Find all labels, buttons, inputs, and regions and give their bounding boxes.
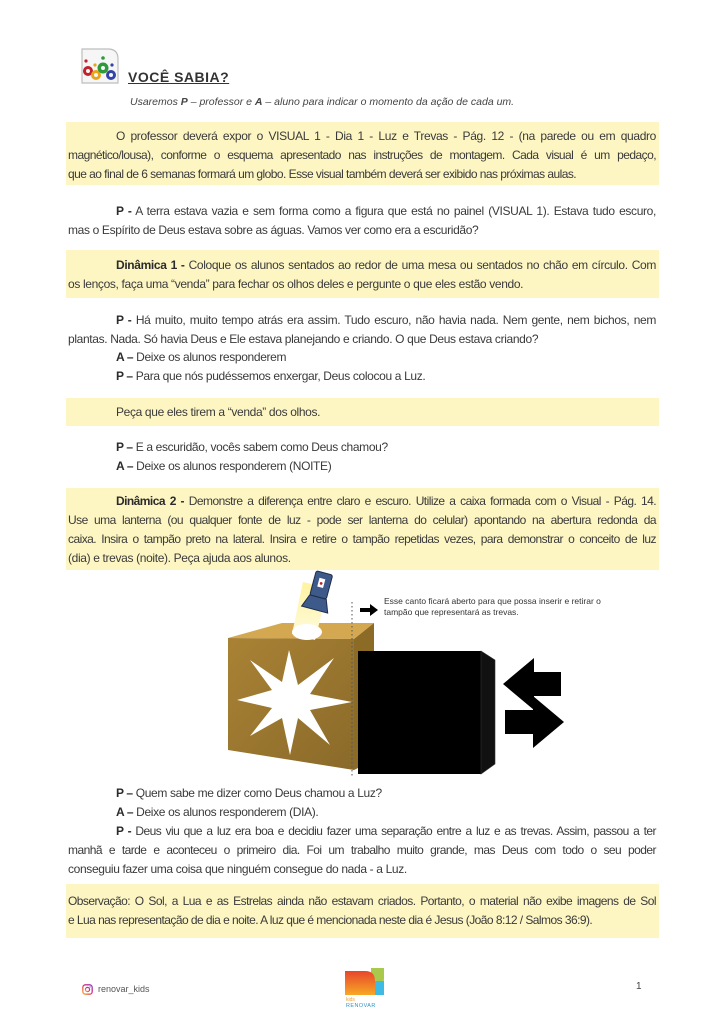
venda-instruction: Peça que eles tirem a “venda” dos olhos. [116, 405, 321, 419]
intro-line-1: O professor deverá expor o VISUAL 1 - Dia 1 - Luz e Trevas - Pág. 12 - (na parede ou em quadro [116, 129, 656, 143]
dinamica-2-line-2: Use uma lanterna (ou qualquer fonte de luz - pode ser lanterna do celular) apontando na abertura redonda da [68, 513, 656, 527]
dinamica-2-line-4: (dia) e trevas (noite). Peça ajuda aos alunos. [68, 551, 291, 565]
professor-line-5: P – Quem sabe me dizer como Deus chamou a Luz? [116, 786, 382, 800]
renovar-kids-logo [343, 965, 389, 1009]
logo-icon [80, 47, 120, 85]
observacao-line-2: e Lua nas representação de dia e noite. A luz que é mencionada neste dia é Jesus (João 8:12 / Salmos 36:9). [68, 913, 593, 927]
arrow-right-icon [505, 696, 564, 748]
dinamica-2-line-1: Dinâmica 2 - Demonstre a diferença entre claro e escuro. Utilize a caixa formada com o Visual - Pág. 14. [116, 494, 657, 508]
subtitle: Usaremos P – professor e A – aluno para indicar o momento da ação de cada um. [130, 96, 515, 108]
aluno-line-3: A – Deixe os alunos responderem (DIA). [116, 805, 319, 819]
black-lid-icon [358, 651, 495, 774]
page-title: VOCÊ SABIA? [128, 69, 230, 85]
intro-line-2: magnético/lousa), conforme o esquema apresentado nas instruções de montagem. Cada visual é um pedaço, [68, 148, 656, 162]
dinamica-1-line-1: Dinâmica 1 - Coloque os alunos sentados ao redor de uma mesa ou sentados no chão em círculo. Com [116, 258, 656, 272]
professor-paragraph-1-line-2: mas o Espírito de Deus estava sobre as águas. Vamos ver como era a escuridão? [68, 223, 479, 237]
dinamica-1-line-2: os lenços, faça uma “venda” para fechar os olhos deles e pergunte o que eles estão vendo. [68, 277, 524, 291]
aluno-line-2: A – Deixe os alunos responderem (NOITE) [116, 459, 332, 473]
page-number: 1 [636, 981, 642, 992]
logo-text-renovar: RENOVAR [346, 1003, 376, 1009]
intro-line-3: que ao final de 6 semanas formará um globo. Esse visual também deverá ser exibido nas próximas aulas. [68, 167, 577, 181]
instagram-handle: renovar_kids [98, 984, 150, 994]
arrow-right-small-icon [360, 604, 378, 616]
professor-paragraph-6-line-2: manhã e tarde e aconteceu o primeiro dia. Foi um trabalho muito grande, mas Deus com todo o seu poder [68, 843, 656, 857]
logo-text-kids: kids [346, 997, 355, 1003]
illustration-note: Esse canto ficará aberto para que possa inserir e retirar o tampão que representará as trevas. [384, 596, 601, 617]
aluno-line-1: A – Deixe os alunos responderem [116, 350, 287, 364]
highlight-observacao [66, 884, 659, 938]
professor-line-4: P – E a escuridão, vocês sabem como Deus chamou? [116, 440, 388, 454]
professor-paragraph-2-line-2: plantas. Nada. Só havia Deus e Ele estava planejando e criando. O que Deus estava criando? [68, 332, 539, 346]
professor-paragraph-6-line-3: conseguiu fazer uma coisa que ninguém consegue do nada - a Luz. [68, 862, 407, 876]
instagram-link[interactable] [82, 983, 150, 995]
arrow-left-icon [503, 658, 561, 710]
professor-line-3: P – Para que nós pudéssemos enxergar, Deus colocou a Luz. [116, 369, 426, 383]
professor-paragraph-1-line-1: P - A terra estava vazia e sem forma como a figura que está no painel (VISUAL 1). Estava tudo escuro, [116, 204, 656, 218]
professor-paragraph-2-line-1: P - Há muito, muito tempo atrás era assim. Tudo escuro, não havia nada. Nem gente, nem bichos, nem [116, 313, 656, 327]
observacao-line-1: Observação: O Sol, a Lua e as Estrelas ainda não estavam criados. Portanto, o material não exibe imagens de Sol [68, 894, 656, 908]
box-star-icon [228, 623, 374, 770]
professor-paragraph-6-line-1: P - Deus viu que a luz era boa e decidiu fazer uma separação entre a luz e as trevas. Assim, passou a ter [116, 824, 656, 838]
dinamica-2-line-3: caixa. Insira o tampão preto na lateral. Insira e retire o tampão repetidas vezes, para demonstrar o conceito de luz [68, 532, 656, 546]
instagram-icon [82, 984, 93, 995]
